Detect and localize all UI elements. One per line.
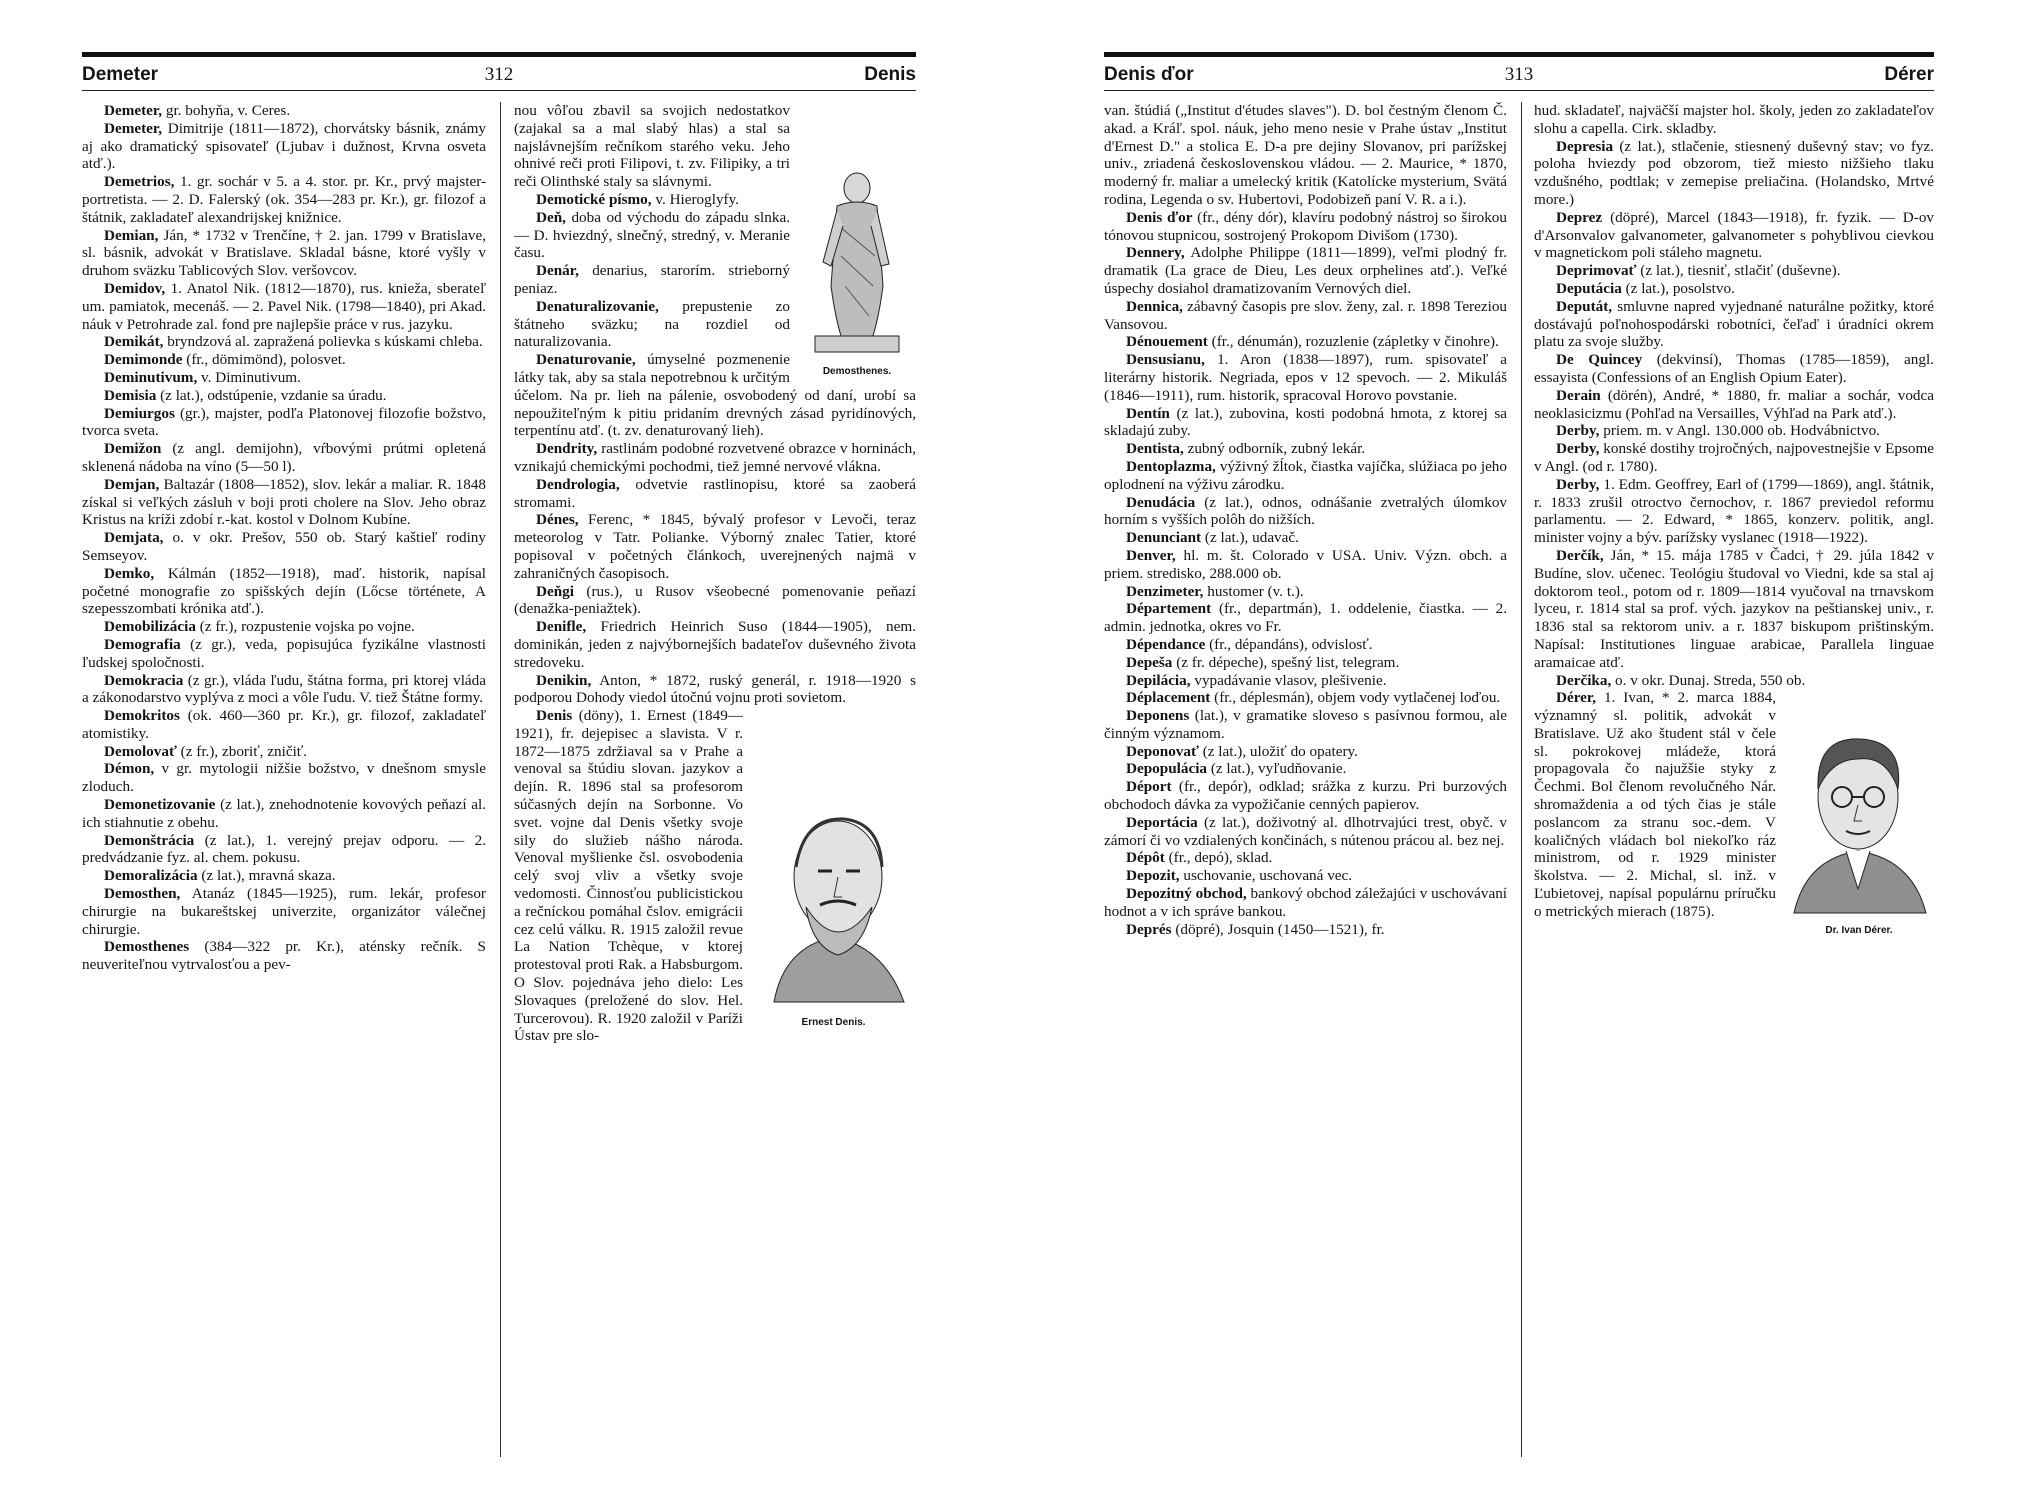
entry-headword: Dénouement (1126, 333, 1208, 351)
entry-definition: (ok. 460—360 pr. Kr.), gr. filozof, zakladateľ atomistiky. (82, 707, 486, 742)
entry-definition: (z lat.), vyľudňovanie. (1210, 760, 1347, 778)
dictionary-entry (82, 227, 486, 280)
entry-definition: Atanáz (1845—1925), rum. lekár, profesor chirurgie na bukareštskej univerzite, organizátor válečnej chirurgie. (82, 885, 486, 938)
entry-definition: (z lat.), odnos, odnášanie zvetralých úlomkov horním s vyšších polôh do nižších. (1104, 493, 1507, 529)
dictionary-entry (1534, 138, 1934, 209)
entry-definition: zubný odborník, zubný lekár. (1187, 440, 1366, 458)
entry-headword: Denunciant (1126, 529, 1202, 547)
entry-headword: Dérer, (1556, 689, 1597, 707)
entry-headword: Denis ďor (1126, 208, 1193, 226)
dictionary-entry (82, 565, 486, 618)
entry-headword: Denis (536, 707, 573, 725)
entry-definition: Anton, * 1872, ruský generál, r. 1918—1920 s podporou Dohody viedol útočnú vojnu proti sovietom. (514, 671, 916, 707)
dictionary-entry (1104, 351, 1507, 404)
dictionary-entry (82, 618, 486, 636)
entry-headword: Demian, (104, 226, 159, 244)
dictionary-entry (82, 707, 486, 743)
entry-definition: (z lat.), tiesniť, stlačiť (duševne). (1640, 262, 1841, 280)
entry-definition: (z lat.), 1. verejný prejav odporu. — 2. predvádzanie fyz. al. chem. pokusu. (82, 831, 486, 867)
entry-definition: o. v okr. Dunaj. Streda, 550 ob. (1615, 671, 1806, 689)
entry-headword: Deňgi (536, 582, 574, 600)
column-divider (500, 102, 501, 1457)
dictionary-entry (1104, 921, 1507, 939)
dictionary-entry (82, 369, 486, 387)
entry-definition: doba od východu do západu slnka. — D. hviezdný, slnečný, stredný, v. Meranie času. (514, 208, 791, 262)
entry-headword: Dendrity, (536, 440, 598, 458)
entry-definition: (z gr.), vláda ľudu, štátna forma, pri ktorej vláda a zákonodarstvo vyplýva z moci a vôle ľudu. V. tiež Štátne formy. (82, 671, 486, 707)
dictionary-entry (82, 796, 486, 832)
entry-definition: priem. m. v Angl. 130.000 ob. Hodvábnictvo. (1603, 422, 1880, 440)
entry-headword: Demeter, (104, 119, 163, 137)
dictionary-entry (82, 636, 486, 672)
dictionary-entry (514, 511, 916, 582)
entry-headword: Demobilizácia (104, 618, 196, 636)
dictionary-entry (514, 672, 916, 708)
dictionary-entry (1104, 333, 1507, 351)
dictionary-entry (82, 832, 486, 868)
dictionary-entry (1534, 387, 1934, 423)
dictionary-entry (1534, 262, 1934, 280)
right-column-2 (1534, 102, 1934, 1482)
dictionary-entry (1534, 689, 1934, 937)
entry-headword: Depopulácia (1126, 760, 1208, 778)
dictionary-entry (1104, 707, 1507, 743)
entry-definition: vypadávanie vlasov, plešivenie. (1194, 671, 1387, 689)
dictionary-entry (1104, 867, 1507, 885)
entry-definition: (z lat.), uložiť do opatery. (1202, 742, 1358, 760)
dictionary-entry (1534, 547, 1934, 672)
entry-headword: Demoralizácia (104, 867, 198, 885)
entry-headword: Deprés (1126, 920, 1172, 938)
dictionary-entry (82, 867, 486, 885)
entry-headword: Demimonde (104, 351, 183, 369)
entry-definition: (z lat.), mravná skaza. (201, 867, 336, 885)
page-number: 312 (484, 64, 514, 85)
dictionary-entry (514, 707, 916, 1045)
dictionary-entry (1104, 743, 1507, 761)
entry-definition: gr. bohyňa, v. Ceres. (165, 102, 291, 119)
entry-definition: hl. m. št. Colorado v USA. Univ. Význ. obch. a priem. stredisko, 288.000 ob. (1104, 546, 1507, 582)
entry-headword: Demotické písmo, (536, 190, 652, 208)
dictionary-entry (1104, 760, 1507, 778)
entry-definition: (fr., depó), sklad. (1168, 849, 1273, 867)
dictionary-entry (82, 351, 486, 369)
dictionary-entry (1104, 689, 1507, 707)
entry-definition: (384—322 pr. Kr.), aténsky rečník. S neuveriteľnou vytrvalosťou a pev- (82, 938, 486, 974)
entry-definition: 1. Aron (1838—1897), rum. spisovateľ a literárny historik. Negriada, epos v 12 spevoch. — 2. Mikuláš (1846—1911), rum. historik, spracoval Horovo povstanie. (1104, 351, 1507, 404)
entry-definition: výživný žĺtok, čiastka vajíčka, slúžiaca po jeho oplodnení na výživu zárodku. (1104, 457, 1507, 493)
entry-definition: 1. Edm. Geoffrey, Earl of (1799—1869), angl. štátnik, r. 1833 zrušil otroctvo černochov, r. 1867 previedol reformu parlamentu. — 2. Edward, * 1865, konzerv. politik, angl. minister vojny a býv. parížsky vyslanec (1918—1922). (1534, 475, 1934, 547)
dictionary-entry (1104, 885, 1507, 921)
entry-definition: v. Hieroglyfy. (655, 190, 740, 208)
entry-headword: Demografia (104, 635, 181, 653)
entry-headword: Deprez (1556, 208, 1603, 226)
entry-definition: (z gr.), veda, popisujúca fyzikálne vlastnosti ľudskej spoločnosti. (82, 635, 486, 671)
entry-headword: Deputácia (1556, 279, 1622, 297)
entry-headword: Demjan, (104, 475, 160, 493)
entry-headword: Depozit, (1126, 867, 1180, 885)
ivan-derer-figure (1784, 719, 1934, 940)
entry-headword: Demiurgos (104, 404, 175, 422)
entry-headword: Dentoplazma, (1126, 457, 1216, 475)
entry-definition: (z lat.), doživotný al. dlhotrvajúci trest, obyč. v zámorí či vo vzdialených končinách, s nútenou prácou al. bez nej. (1104, 813, 1507, 849)
entry-definition: (fr., dépandáns), odvislosť. (1209, 635, 1373, 653)
entry-definition: (fr., dénumán), rozuzlenie (zápletky v činohre). (1211, 333, 1499, 351)
demosthenes-caption: Demosthenes. (822, 365, 892, 377)
dictionary-entry (1104, 636, 1507, 654)
dictionary-entry (1534, 351, 1934, 387)
column-divider (1521, 102, 1522, 1457)
dictionary-entry (1534, 440, 1934, 476)
dictionary-entry (1104, 672, 1507, 690)
dictionary-entry (1104, 600, 1507, 636)
left-column-2 (514, 102, 916, 1482)
dictionary-entry (1104, 849, 1507, 867)
header-rule (82, 52, 916, 57)
entry-definition: smluvne napred vyjednané naturálne požitky, ktoré dostávajú poľnohospodárski robotníci, čeľaď i úradníci okrem platu za svoje služby. (1534, 297, 1934, 351)
dictionary-entry (1104, 529, 1507, 547)
dictionary-entry (514, 583, 916, 619)
dictionary-entry (1104, 583, 1507, 601)
dictionary-entry (82, 760, 486, 796)
entry-headword: Demidov, (104, 279, 166, 297)
entry-headword: Depeša (1126, 653, 1173, 671)
entry-headword: Département (1126, 600, 1212, 618)
entry-headword: Deminutivum, (104, 368, 198, 386)
header-left-word: Denis ďor (1104, 64, 1194, 85)
entry-headword: Denár, (536, 262, 579, 280)
running-head (1104, 60, 1934, 90)
entry-headword: Depilácia, (1126, 671, 1191, 689)
entry-definition: prepustenie zo štátneho sväzku; na rozdiel od naturalizovania. (514, 297, 791, 351)
entry-headword: Depresia (1556, 137, 1614, 155)
header-thin-rule (1104, 90, 1934, 91)
entry-definition: (fr., dény dór), klavíru podobný nástroj so širokou tónovou stupnicou, sostrojený Prokopom Divišom (1730). (1104, 208, 1507, 244)
dictionary-entry (82, 387, 486, 405)
entry-definition: (döpré), Josquin (1450—1521), fr. (1175, 920, 1385, 938)
entry-headword: Demko, (104, 564, 155, 582)
dictionary-entry (1104, 440, 1507, 458)
dictionary-entry (1104, 458, 1507, 494)
entry-definition: o. v okr. Prešov, 550 ob. Starý kaštieľ rodiny Semseyov. (82, 529, 486, 564)
entry-headword: Demonštrácia (104, 831, 195, 849)
dictionary-entry (1104, 244, 1507, 297)
entry-headword: Déport (1126, 778, 1172, 796)
entry-definition: Ján, * 1732 v Trenčíne, † 2. jan. 1799 v Bratislave, sl. básnik, advokát v Bratislave. Skladal básne, ktoré vyšly v druhom sväzku Tablicových Slov. veršovcov. (82, 226, 486, 280)
running-head (82, 60, 916, 90)
dictionary-entry (1534, 280, 1934, 298)
ernest-denis-figure (751, 797, 916, 1032)
entry-headword: Dépendance (1126, 635, 1206, 653)
entry-headword: Dentista, (1126, 440, 1184, 458)
entry-headword: Derčika, (1556, 671, 1612, 689)
entry-headword: Densusianu, (1126, 351, 1205, 369)
header-rule (1104, 52, 1934, 57)
entry-definition: Ján, * 15. mája 1785 v Čadci, † 29. júla 1842 v Budíne, slov. učenec. Teológiu študoval vo Viedni, kde sa stal aj doktorom teol., potom od r. 1809—1814 vyučoval na trnavskom lyceu, r. 1814 stal sa prof. vých. jazykov na peštianskej univ., r. 1836 stal sa rektorom univ. a r. 1837 biskupom prištinským. Napísal: Institutiones linguae arabicae, Parallela linguae aramaicae atď. (1534, 546, 1934, 671)
entry-headword: Demisia (104, 386, 157, 404)
entry-headword: Déplacement (1126, 689, 1211, 707)
demosthenes-figure (798, 166, 916, 381)
dictionary-entry (82, 672, 486, 708)
entry-definition: (fr., déplesmán), objem vody vytlačenej loďou. (1214, 689, 1501, 707)
entry-definition: v. Diminutivum. (201, 368, 301, 386)
entry-definition: (z lat.), zubovina, kosti podobná hmota, z ktorej sa skladajú zuby. (1104, 404, 1507, 440)
dictionary-entry (1104, 405, 1507, 441)
entry-headword: Derby, (1556, 422, 1600, 440)
entry-definition: Kálmán (1852—1918), maď. historik, napísal početné monografie zo spišských dejín (Lőcse története, A szepesszombati krónika atď.). (82, 564, 486, 618)
entry-definition: (fr., dömimönd), polosvet. (186, 351, 346, 369)
ernest-denis-caption: Ernest Denis. (801, 1016, 866, 1028)
entry-headword: Demosthenes (104, 938, 190, 956)
entry-headword: Denaturalizovanie, (536, 297, 659, 315)
ernest-denis-portrait-illustration (754, 797, 914, 1007)
page-number: 313 (1504, 64, 1534, 85)
dictionary-entry (1104, 298, 1507, 334)
entry-headword: Dépôt (1126, 849, 1165, 867)
entry-headword: Dénes, (536, 511, 579, 529)
entry-headword: Dennica, (1126, 297, 1183, 315)
entry-headword: Derby, (1556, 440, 1600, 458)
dictionary-entry (82, 440, 486, 476)
entry-definition: (gr.), majster, podľa Platonovej filozofie božstvo, tvorca sveta. (82, 404, 486, 440)
dictionary-entry (1104, 814, 1507, 850)
entry-definition: hustomer (v. t.). (1207, 582, 1304, 600)
entry-headword: Demetrios, (104, 173, 175, 191)
entry-headword: Denver, (1126, 546, 1176, 564)
entry-definition: 1. gr. sochár v 5. a 4. stor. pr. Kr., prvý majster-portretista. — 2. D. Falerský (ok. 354—283 pr. Kr.), gr. filozof a štátnik, zakladateľ alexandrijskej knižnice. (82, 173, 486, 226)
entry-definition: úmyselné pozmenenie látky tak, aby sa stala nepotrebnou k určitým účelom. Na pr. lieh na pálenie, osvobodený od daní, urobí sa nepoužiteľným k pitiu pridaním drevných zásad pyridínových, terpentínu atď. (t. zv. denaturovaný lieh). (514, 351, 916, 440)
entry-headword: Dendrologia, (536, 475, 620, 493)
entry-definition: (z angl. demijohn), vŕbovými prútmi opletená sklenená nádoba na víno (5—50 l). (82, 440, 486, 475)
entry-definition: (z lat.), posolstvo. (1625, 279, 1735, 297)
entry-definition: bankový obchod záležajúci v uschovávaní hodnot a v ich správe bankou. (1104, 885, 1507, 920)
dictionary-entry (82, 173, 486, 226)
entry-headword: Deponens (1126, 707, 1190, 725)
entry-headword: Deprimovať (1556, 262, 1637, 280)
entry-definition: Baltazár (1808—1852), slov. lekár a maliar. R. 1848 získal si veľkých zásluh v boji proti cholere na Slov. Jeho obraz Kristus na kríži zdobí r.-kat. kostol v Dolnom Kubíne. (82, 475, 486, 529)
dictionary-entry (1104, 494, 1507, 530)
entry-headword: Demjata, (104, 529, 164, 547)
left-column-1 (82, 102, 486, 1482)
dictionary-entry (1104, 778, 1507, 814)
entry-definition: (lat.), v gramatike sloveso s pasívnou formou, ale činným významom. (1104, 707, 1507, 742)
entry-definition: 1. Anatol Nik. (1812—1870), rus. knieža, sberateľ um. pamiatok, mecenáš. — 2. Pavel Nik. (1798—1840), pri Akad. náuk v Petrohrade zal. fond pre najlepšie práce v rus. jazyku. (82, 279, 486, 333)
entry-headword: Dennery, (1126, 244, 1185, 262)
entry-headword: Depozitný obchod, (1126, 885, 1247, 903)
right-column-1 (1104, 102, 1507, 1482)
entry-definition: (döpré), Marcel (1843—1918), fr. fyzik. — D-ov d'Arsonvalov galvanometer, galvanometer s pohyblivou cievkou v magnetickom poli stáleho magnetu. (1534, 208, 1934, 262)
dictionary-entry (1104, 547, 1507, 583)
entry-definition: (döny), 1. Ernest (1849—1921), fr. dejepisec a slavista. V r. 1872—1875 zdržiaval sa v Prahe a venoval sa štúdiu slovan. jazykov a dejín. R. 1896 stal sa profesorom súčasných dejín na Sorbonne. Vo svet. vojne dal Denis všetky svoje sily do služieb nášho národa. Venoval myšlienke čsl. osvobodenia celý svoj vliv a všetky svoje vedomosti. Činnosťou publicistickou a rečníckou pomáhal čslov. emigrácii cez celú válku. R. 1915 založil revue La Nation Tchèque, v ktorej protestoval proti Rak. a Habsburgom. O Slov. pojednáva jeho dielo: Les Slovaques (preložené do slov. Hel. Turcerovou). R. 1920 založil v Paríži Ústav pre slo- (514, 707, 743, 1045)
entry-headword: Démon, (104, 760, 155, 778)
entry-headword: Denikin, (536, 671, 592, 689)
continued-text: hud. skladateľ, najväčší majster hol. školy, jeden zo zakladateľov slohu a capella. Cirk. skladby. (1534, 102, 1934, 137)
entry-definition: (z lat.), znehodnotenie kovových peňazí al. ich stiahnutie z obehu. (82, 796, 486, 831)
entry-definition: Ferenc, * 1845, bývalý profesor v Levoči, teraz meteorolog v Tatr. Polianke. Výborný znalec Tatier, ktoré popisoval v početných článkoch, uverejnených najmä v zahraničných časopisoch. (514, 511, 916, 582)
entry-headword: Deponovať (1126, 742, 1199, 760)
dictionary-entry (514, 476, 916, 512)
entry-definition: (fr., departmán), 1. oddelenie, čiastka. — 2. admin. jednotka, okres vo Fr. (1104, 600, 1507, 636)
entry-definition: (z fr. dépeche), spešný list, telegram. (1176, 653, 1400, 671)
entry-definition: (z fr.), rozpustenie vojska po vojne. (199, 618, 415, 636)
entry-headword: Denaturovanie, (536, 351, 636, 369)
entry-definition: (z lat.), udavač. (1204, 529, 1299, 547)
continued-text: nou vôľou zbavil sa svojich nedostatkov (zajakal sa a mal slabý hlas) a stal sa najslávnejším rečníkom starého veku. Jeho ohnivé reči proti Filipovi, t. zv. Filipiky, a tri reči Olinthské staly sa slávnymi. (514, 102, 790, 191)
entry-headword: Derain (1556, 386, 1601, 404)
entry-headword: Derčík, (1556, 546, 1604, 564)
entry-definition: (z lat.), stlačenie, stiesnený duševný stav; vo fyz. poloha hviezdy pod obzorom, tiež miesto nižšieho tlaku vzdušného, podtlak; v zemepise preliačina. (Holandsko, Mrtvé more.) (1534, 137, 1934, 208)
entry-headword: Demokritos (104, 707, 180, 725)
header-right-word: Dérer (1884, 64, 1934, 85)
entry-definition: uschovanie, uschovaná vec. (1183, 867, 1353, 885)
entry-headword: Denifle, (536, 618, 587, 636)
entry-definition: Adolphe Philippe (1811—1899), veľmi plodný fr. dramatik (La grace de Dieu, Les deux orphelines atď.). Veľké úspechy dosiahol dramatizovaním Vernových diel. (1104, 244, 1507, 297)
entry-headword: Demeter, (104, 102, 163, 119)
entry-headword: Demokracia (104, 671, 184, 689)
entry-definition: rastlinám podobné rozvetvené obrazce v horninách, vznikajú chemickými pochodmi, tiež jemné nervové vlákna. (514, 440, 916, 475)
entry-definition: Friedrich Heinrich Suso (1844—1905), nem. dominikán, jeden z najvýbornejších badateľov duševného života stredoveku. (514, 618, 916, 671)
entry-headword: Deň, (536, 208, 566, 226)
dictionary-entry (82, 476, 486, 529)
entry-headword: Dentín (1126, 404, 1170, 422)
demosthenes-statue-illustration (809, 166, 905, 356)
entry-definition: (fr., depór), odklad; srážka z kurzu. Pri burzových obchodoch dávka za vypožičanie cenných papierov. (1104, 778, 1507, 814)
dictionary-entry (82, 529, 486, 565)
dictionary-entry (82, 333, 486, 351)
entry-headword: Denzimeter, (1126, 582, 1204, 600)
header-right-word: Denis (864, 64, 916, 85)
ivan-derer-caption: Dr. Ivan Dérer. (1825, 925, 1893, 937)
entry-definition: (z fr.), zboriť, zničiť. (180, 742, 308, 760)
entry-headword: Demolovať (104, 742, 177, 760)
dictionary-entry (82, 885, 486, 938)
entry-headword: Deportácia (1126, 813, 1198, 831)
dictionary-entry (82, 120, 486, 173)
entry-definition: 1. Ivan, * 2. marca 1884, významný sl. politik, advokát v Bratislave. Už ako študent stál v čele sl. pokrokovej mládeže, ktorá propagovala čo najužšie styky z Čechmi. Bol členom revolučného Nár. shromaždenia a od tých čias je stále poslancom za stranu soc.-dem. V koaličných vládach bol niekoľko ráz ministrom, od r. 1929 minister školstva. — 2. Michal, sl. inž. v Ľubietovej, napísal populárnu príručku o metrických mierach (1875). (1534, 689, 1776, 920)
entry-definition: odvetvie rastlinopisu, ktoré sa zaoberá stromami. (514, 475, 916, 511)
continued-text: van. štúdiá („Institut d'études slaves"). D. bol čestným členom Č. akad. a Kráľ. spol. náuk, jeho meno nesie v Prahe ústav „Institut d'Ernest D." a stolica E. D-a pre dejiny Slovanov, pri parížskej univ., zriadená československou vládou. — 2. Maurice, * 1870, moderný fr. maliar a umelecký kritik (Katolícke mysterium, Svätá rodina, Legenda o sv. Hubertovi, Podobizeň paní V. R. a i.). (1104, 102, 1507, 208)
entry-definition: Dimitrije (1811—1872), chorvátsky básnik, známy aj ako dramatický spisovateľ (Ljubav i dužnost, Krvna osveta atď.). (82, 119, 486, 173)
ivan-derer-portrait-illustration (1786, 719, 1932, 915)
entry-definition: konské dostihy trojročných, najpovestnejšie v Epsome v Angl. (od r. 1780). (1534, 440, 1934, 475)
dictionary-entry (82, 405, 486, 441)
entry-definition: (dörén), André, * 1880, fr. maliar a sochár, vodca neoklasicizmu (Pohľad na Versailles, Výhľad na Park atď.). (1534, 386, 1934, 422)
entry-headword: Demikát, (104, 333, 164, 351)
entry-definition: bryndzová al. zapražená polievka s kúskami chleba. (167, 333, 483, 351)
dictionary-entry (1534, 209, 1934, 262)
dictionary-entry (1104, 209, 1507, 245)
dictionary-entry (1534, 476, 1934, 547)
dictionary-entry (1534, 298, 1934, 351)
dictionary-entry (82, 280, 486, 333)
entry-definition: (dekvinsí), Thomas (1785—1859), angl. essayista (Confessions of an English Opium Eater). (1534, 351, 1934, 386)
entry-headword: Denudácia (1126, 493, 1196, 511)
header-left-word: Demeter (82, 64, 159, 85)
entry-definition: (z lat.), odstúpenie, vzdanie sa úradu. (160, 386, 387, 404)
entry-definition: v gr. mytologii nižšie božstvo, v dnešnom smysle zloduch. (82, 760, 486, 796)
entry-headword: De Quincey (1556, 351, 1643, 369)
entry-headword: Demonetizovanie (104, 796, 216, 814)
dictionary-entry (1104, 654, 1507, 672)
dictionary-entry (82, 938, 486, 974)
entry-definition: zábavný časopis pre slov. ženy, zal. r. 1898 Tereziou Vansovou. (1104, 297, 1507, 333)
dictionary-entry (1534, 672, 1934, 690)
dictionary-entry (514, 618, 916, 671)
entry-definition: (rus.), u Rusov všeobecné pomenovanie peňazí (denažka-peniažtek). (514, 582, 916, 618)
entry-headword: Derby, (1556, 475, 1600, 493)
header-thin-rule (82, 90, 916, 91)
entry-definition: denarius, starorím. strieborný peniaz. (514, 262, 790, 297)
entry-headword: Deputát, (1556, 297, 1613, 315)
entry-headword: Demižon (104, 440, 162, 458)
dictionary-entry (82, 743, 486, 761)
dictionary-entry (1534, 422, 1934, 440)
entry-headword: Demosthen, (104, 885, 181, 903)
dictionary-entry (514, 440, 916, 476)
dictionary-entry (82, 102, 486, 120)
